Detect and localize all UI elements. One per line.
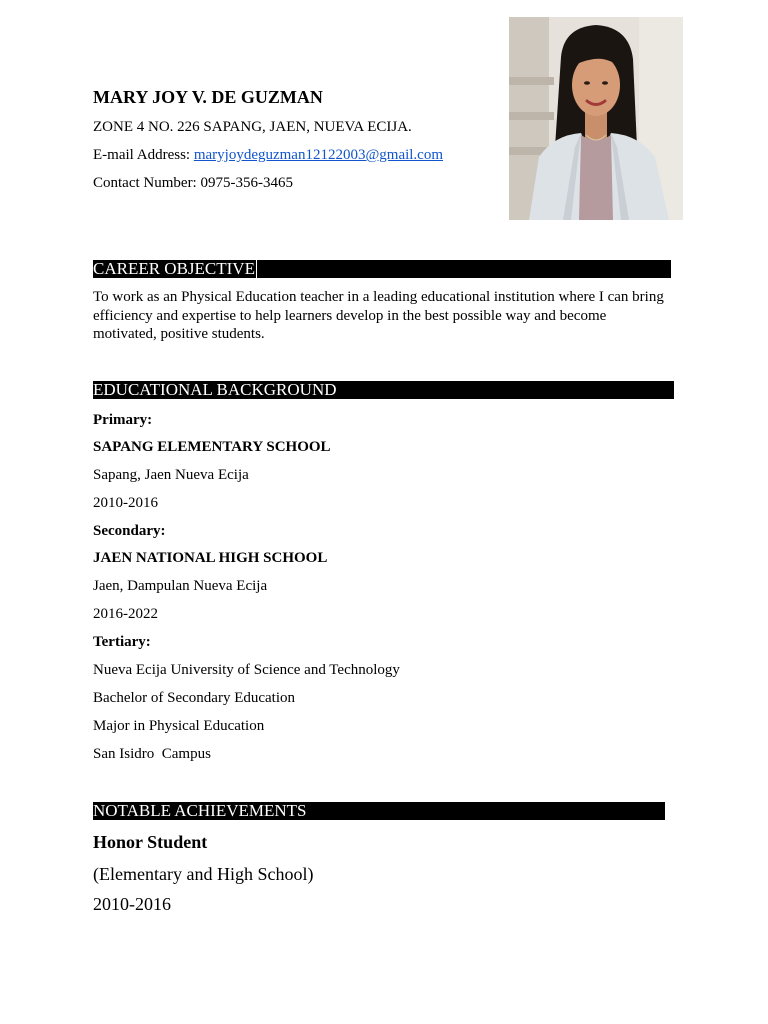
tertiary-label: Tertiary:	[93, 634, 151, 650]
home-address: ZONE 4 NO. 226 SAPANG, JAEN, NUEVA ECIJA.	[93, 119, 412, 135]
contact-number: Contact Number: 0975-356-3465	[93, 175, 293, 191]
achievements-bar	[93, 802, 665, 820]
applicant-name: MARY JOY V. DE GUZMAN	[93, 87, 323, 107]
primary-label: Primary:	[93, 412, 153, 428]
primary-location: Sapang, Jaen Nueva Ecija	[93, 467, 249, 483]
primary-school: SAPANG ELEMENTARY SCHOOL	[93, 439, 331, 455]
email-label: E-mail Address:	[93, 147, 194, 163]
primary-years: 2010-2016	[93, 495, 158, 511]
career-objective-text: To work as an Physical Education teacher in a leading educational institution where I can bring efficiency and expertise to help learners develop in the best possible way and become motivated, positive students.	[93, 289, 664, 342]
profile-photo	[509, 17, 683, 220]
career-objective-heading: CAREER OBJECTIVE	[93, 259, 255, 278]
tertiary-major: Major in Physical Education	[93, 718, 265, 734]
tertiary-campus: San Isidro Campus	[93, 746, 211, 762]
tertiary-school: Nueva Ecija University of Science and Technology	[93, 662, 400, 678]
email-link[interactable]: maryjoydeguzman12122003@gmail.com	[193, 147, 444, 163]
secondary-years: 2016-2022	[93, 606, 158, 622]
achievement-detail: (Elementary and High School)	[93, 864, 314, 884]
secondary-label: Secondary:	[93, 523, 166, 539]
career-objective-bar	[93, 260, 671, 278]
education-heading: EDUCATIONAL BACKGROUND	[93, 380, 337, 399]
secondary-school: JAEN NATIONAL HIGH SCHOOL	[93, 550, 328, 566]
education-bar	[93, 381, 674, 399]
email-row	[93, 146, 443, 164]
tertiary-degree: Bachelor of Secondary Education	[93, 690, 296, 706]
achievement-years: 2010-2016	[93, 894, 171, 914]
achievement-title: Honor Student	[93, 832, 208, 852]
achievements-heading: NOTABLE ACHIEVEMENTS	[93, 801, 307, 820]
secondary-location: Jaen, Dampulan Nueva Ecija	[93, 578, 268, 594]
